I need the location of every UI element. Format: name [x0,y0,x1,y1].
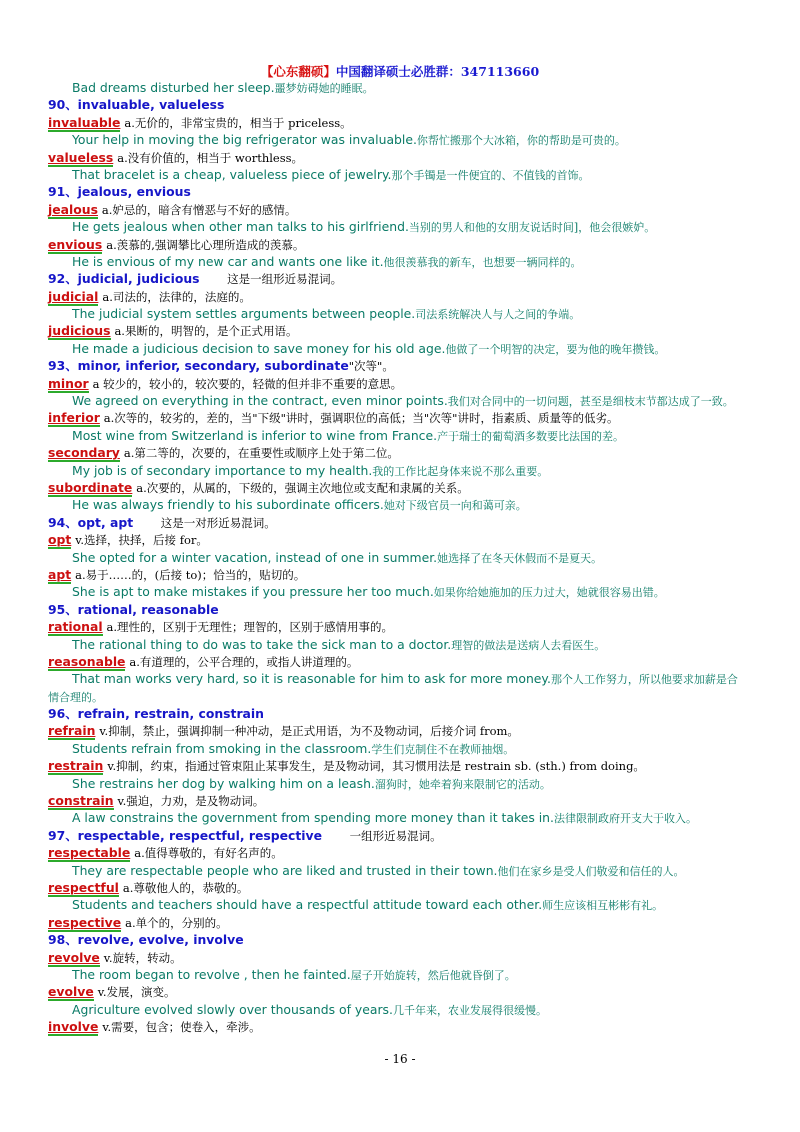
headword: secondary [48,445,120,461]
example-chinese: 她对下级官员一向和蔼可亲。 [383,499,527,513]
example-sentence [48,166,756,183]
headword: opt [48,532,72,548]
definition: a.司法的，法律的，法庭的。 [102,289,251,304]
example-english: She is apt to make mistakes if you pressure her too much. [72,584,434,600]
vocabulary-content [48,79,756,1035]
example-english: Most wine from Switzerland is inferior to wine from France. [72,427,438,443]
definition: v.强迫，力劝，是及物动词。 [117,794,265,809]
word-entry [48,201,756,218]
word-entry [48,322,756,339]
example-chinese: 法律限制政府开支大于收入。 [553,812,697,826]
definition: a.第二等的，次要的，在重要性或顺序上处于第二位。 [123,446,399,461]
section-note: 一组形近易混词。 [349,828,442,843]
example-chinese: 溜狗时，她牵着狗来限制它的活动。 [374,777,551,791]
headword: evolve [48,984,94,1000]
example-sentence [48,253,756,270]
example-chinese: 他做了一个明智的决定，要为他的晚年攒钱。 [445,342,666,356]
word-entry [48,375,756,392]
example-sentence [48,636,756,653]
headword: reasonable [48,653,126,669]
example-chinese: 她选择了在冬天休假而不是夏天。 [437,551,603,565]
example-continuation [48,688,756,705]
word-entry [48,792,756,809]
example-english: Students refrain from smoking in the classroom. [72,740,372,756]
example-sentence [48,462,756,479]
headword: respectful [48,879,119,895]
word-entry [48,444,756,461]
headword: judicious [48,323,111,339]
headword: constrain [48,793,114,809]
example-english: She opted for a winter vacation, instead of one in summer. [72,549,438,565]
section-title: 90、invaluable, valueless [48,97,225,113]
headword: minor [48,375,89,391]
header-brand: 【心东翻硕】 [260,64,336,79]
definition: a.果断的，明智的，是个正式用语。 [114,324,298,339]
example-chinese: 我的工作比起身体来说不那么重要。 [372,464,549,478]
definition: a.无价的，非常宝贵的，相当于 priceless。 [124,115,352,130]
example-chinese: 屋子开始旋转，然后他就昏倒了。 [350,968,516,982]
example-sentence [48,583,756,600]
word-entry [48,983,756,1000]
definition: v.需要，包含；使卷入，牵涉。 [102,1020,261,1035]
example-english: That bracelet is a cheap, valueless piece of jewelry. [72,166,392,182]
headword: restrain [48,758,104,774]
example-chinese: 噩梦妨碍她的睡眠。 [274,82,374,95]
word-entry [48,653,756,670]
example-chinese: 产于瑞士的葡萄酒多数要比法国的差。 [437,429,625,443]
section-title: 93、minor, inferior, secondary, subordinate [48,358,349,374]
example-chinese: 司法系统解决人与人之间的争端。 [415,308,581,322]
headword: inferior [48,410,100,426]
example-chinese: 师生应该相互彬彬有礼。 [542,899,664,913]
page-number: - 16 - [384,1052,416,1066]
word-entry [48,531,756,548]
example-english: They are respectable people who are liked and trusted in their town. [72,862,498,878]
example-english: He was always friendly to his subordinate officers. [72,497,384,513]
example-english: She restrains her dog by walking him on a leash. [72,775,375,791]
section-heading [48,601,756,618]
word-entry [48,618,756,635]
example-sentence [48,392,756,409]
example-chinese: 理智的做法是送病人去看医生。 [451,638,606,652]
example-sentence [48,131,756,148]
example-sentence [48,862,756,879]
section-note: 这是一组形近易混词。 [227,272,343,287]
example-chinese: 几千年来，农业发展得很缓慢。 [392,1003,547,1017]
example-sentence [48,1001,756,1018]
example-english: The judicial system settles arguments between people. [72,306,416,322]
example-sentence [48,496,756,513]
section-heading [48,183,756,200]
headword: subordinate [48,479,133,495]
section-title: 97、respectable, respectful, respective [48,827,323,843]
example-english: He is envious of my new car and wants one like it. [72,253,384,269]
word-entry [48,844,756,861]
word-entry [48,914,756,931]
example-sentence [48,305,756,322]
definition: a.易于……的，(后接 to)；恰当的，贴切的。 [75,567,306,582]
definition: a.次要的，从属的，下级的，强调主次地位或支配和隶属的关系。 [136,480,469,495]
definition: a.次等的，较劣的，差的，当"下级"讲时，强调职位的高低；当"次等"讲时，指素质、质量等的低劣。 [103,411,619,426]
section-heading [48,827,756,844]
section-title: 94、opt, apt [48,514,134,530]
example-chinese: 如果你给她施加的压力过大，她就很容易出错。 [433,586,665,600]
section-title: 96、refrain, restrain, constrain [48,706,264,722]
section-title: 91、jealous, envious [48,184,191,200]
page-header [0,62,800,80]
section-title: 95、rational, reasonable [48,601,219,617]
section-title: 92、judicial, judicious [48,271,200,287]
headword: valueless [48,149,114,165]
example-sentence [48,79,756,96]
word-entry [48,949,756,966]
definition: v.抑制，禁止，强调抑制一种冲动，是正式用语，为不及物动词，后接介词 from。 [99,724,519,739]
definition: a.羡慕的,强调攀比心理所造成的羡慕。 [106,237,305,252]
example-sentence [48,549,756,566]
example-sentence [48,966,756,983]
word-entry [48,566,756,583]
word-entry [48,288,756,305]
headword: respectable [48,845,131,861]
header-group-info: 中国翻译硕士必胜群：347113660 [335,64,540,79]
example-chinese: 当别的男人和他的女朋友说话时间]，他会很嫉妒。 [408,221,656,235]
example-sentence [48,809,756,826]
definition: a.妒忌的，暗含有憎恶与不好的感情。 [101,202,297,217]
word-entry [48,479,756,496]
example-chinese: 他们在家乡是受人们敬爱和信任的人。 [497,864,685,878]
definition: a.单个的，分别的。 [125,915,228,930]
section-note: "次等"。 [348,359,394,374]
section-note: 这是一对形近易混词。 [160,515,276,530]
headword: envious [48,236,103,252]
example-english: The rational thing to do was to take the sick man to a doctor. [72,636,452,652]
example-english: We agreed on everything in the contract, even minor points. [72,393,448,409]
section-title: 98、revolve, evolve, involve [48,932,244,948]
definition: v.旋转，转动。 [103,950,182,965]
example-sentence [48,218,756,235]
example-sentence [48,740,756,757]
definition: v.发展，演变。 [97,985,176,1000]
example-sentence [48,340,756,357]
word-entry [48,722,756,739]
example-chinese: 那个人工作努力，所以他要求加薪是合 [550,673,738,687]
example-english: Bad dreams disturbed her sleep. [72,80,275,95]
headword: rational [48,619,103,635]
definition: v.抑制，约束，指通过管束阻止某事发生，是及物动词，其习惯用法是 restrain sb. (sth.) from doing。 [107,759,645,774]
section-heading [48,96,756,113]
example-english: He made a judicious decision to save money for his old age. [72,340,446,356]
word-entry [48,409,756,426]
example-english: My job is of secondary importance to my health. [72,462,373,478]
word-entry [48,1018,756,1035]
example-english: That man works very hard, so it is reasonable for him to ask for more money. [72,671,551,687]
section-heading [48,357,756,374]
headword: revolve [48,949,100,965]
example-english: He gets jealous when other man talks to his girlfriend. [72,219,409,235]
example-chinese: 你帮忙搬那个大冰箱，你的帮助是可贵的。 [416,134,626,148]
definition: v.选择，抉择，后接 for。 [75,533,208,548]
example-english: Students and teachers should have a respectful attitude toward each other. [72,897,543,913]
section-heading [48,931,756,948]
word-entry [48,236,756,253]
definition: a.尊敬他人的，恭敬的。 [122,880,249,895]
example-chinese: 我们对合同中的一切问题，甚至是细枝末节都达成了一致。 [447,395,734,409]
example-chinese: 学生们克制住不在教师抽烟。 [371,742,515,756]
definition: a.有道理的，公平合理的，或指人讲道理的。 [129,654,359,669]
headword: judicial [48,288,99,304]
word-entry [48,114,756,131]
headword: invaluable [48,114,121,130]
word-entry [48,757,756,774]
definition: a.理性的，区别于无理性；理智的，区别于感情用事的。 [106,620,394,635]
example-english: A law constrains the government from spending more money than it takes in. [72,810,554,826]
section-heading [48,270,756,287]
example-chinese: 那个手镯是一件便宜的、不值钱的首饰。 [391,168,590,182]
section-heading [48,514,756,531]
example-english: Your help in moving the big refrigerator was invaluable. [72,132,417,148]
definition: a 较少的，较小的，较次要的，轻微的但并非不重要的意思。 [92,376,403,391]
example-english: Agriculture evolved slowly over thousands of years. [72,1001,393,1017]
example-chinese: 情合理的。 [48,690,103,704]
word-entry [48,149,756,166]
headword: jealous [48,201,98,217]
headword: refrain [48,723,96,739]
example-sentence [48,896,756,913]
example-sentence [48,427,756,444]
definition: a.值得尊敬的，有好名声的。 [134,846,283,861]
example-sentence [48,670,756,687]
word-entry [48,879,756,896]
definition: a.没有价值的，相当于 worthless。 [117,150,304,165]
example-sentence [48,775,756,792]
headword: respective [48,914,122,930]
example-english: The room began to revolve , then he fainted. [72,966,351,982]
headword: involve [48,1019,99,1035]
section-heading [48,705,756,722]
headword: apt [48,566,72,582]
example-chinese: 他很羡慕我的新车，也想要一辆同样的。 [383,255,582,269]
